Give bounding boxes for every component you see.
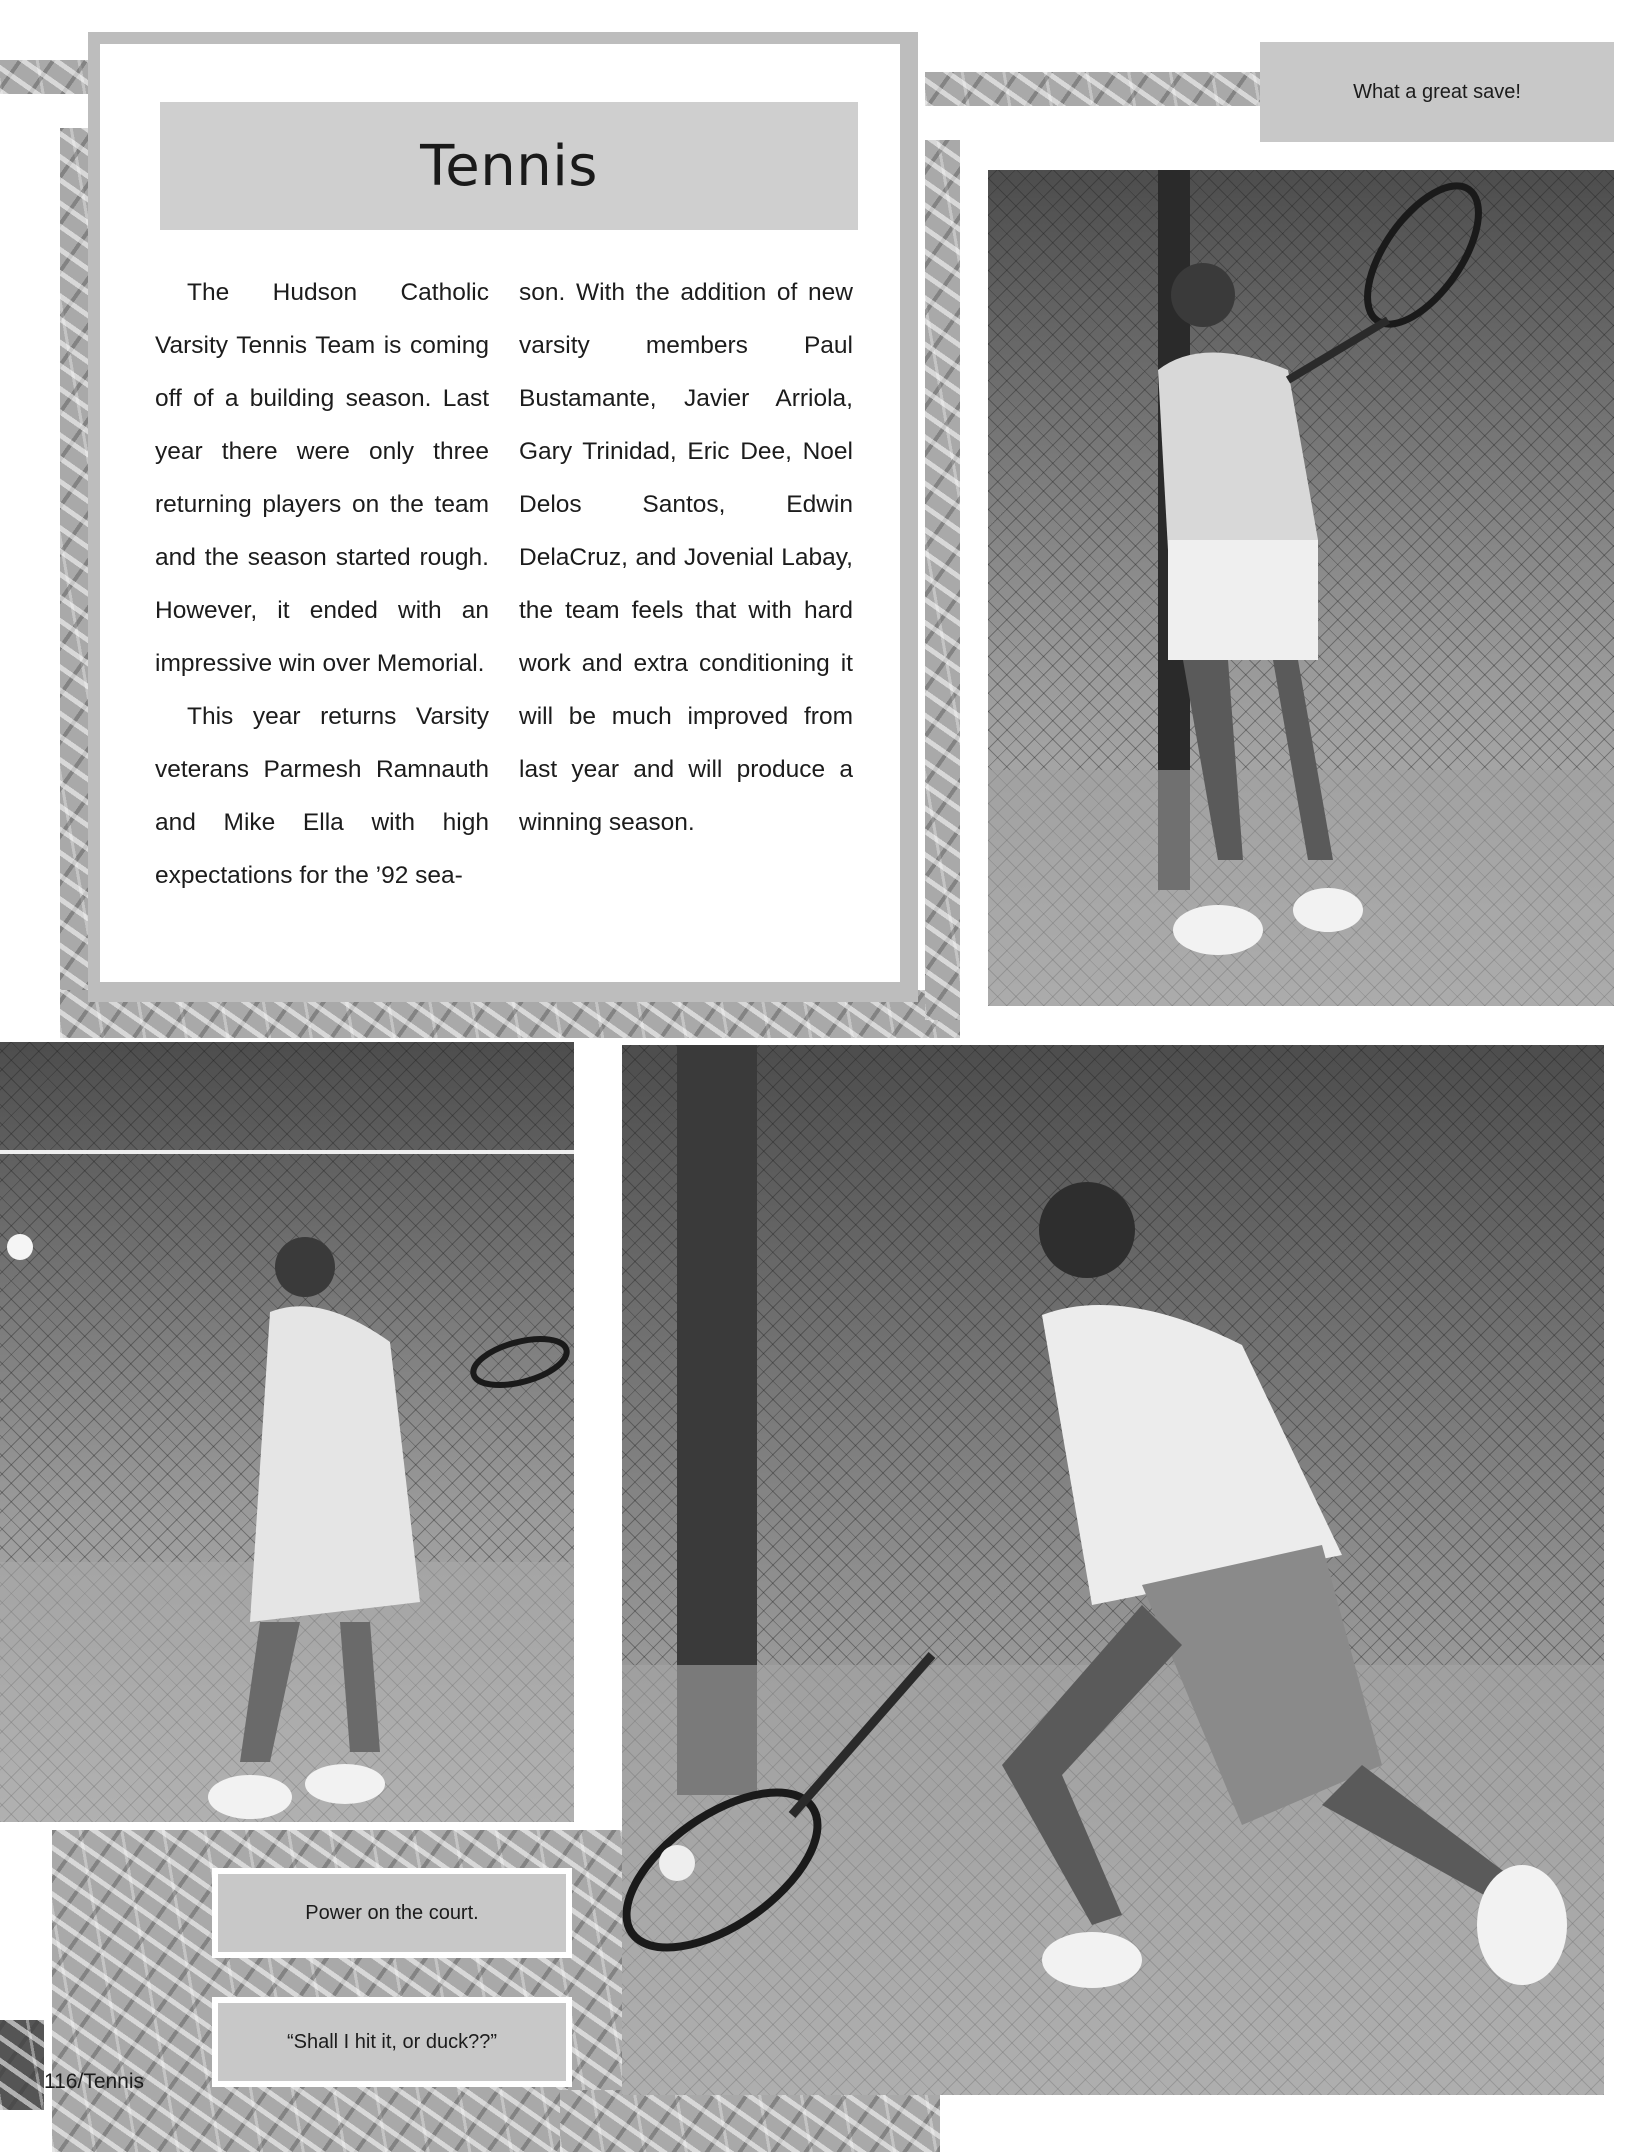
caption-text: Power on the court. [305,1901,479,1924]
marble-strip-top-right [925,72,1260,106]
page-folio: 116/Tennis [44,2070,145,2093]
article-column-1 [155,266,489,902]
article-paragraph: This year returns Varsity veterans Parmesh Ramnauth and Mike Ella with high expectations for the ’92 sea- [155,703,489,889]
marble-column-right [925,140,960,1020]
player-illustration [988,170,1614,1006]
caption-text: What a great save! [1353,80,1521,103]
photo-forehand-volley [988,170,1614,1006]
marble-bottom-band [560,2090,940,2152]
marble-edge-left [0,2020,44,2110]
caption-top-right [1260,42,1614,142]
marble-strip-top-left [0,60,98,94]
caption-text: “Shall I hit it, or duck??” [286,2030,498,2053]
caption-middle-left [218,1874,566,1952]
caption-frame-bottom-left [212,1997,572,2087]
title-band [160,102,858,230]
caption-bottom-left [218,2003,566,2081]
article-column-2 [519,266,853,849]
player-illustration [0,1042,574,1822]
photo-backhand-ready [0,1042,574,1822]
article-paragraph: son. With the addition of new varsity members Paul Bustamante, Javier Arriola, Gary Trinidad, Eric Dee, Noel Delos Santos, Edwin DelaCruz, and Jovenial Labay, the team feels that with hard work and extra conditioning it will be much improved from last year and will produce a winning season. [519,279,853,836]
photo-lunge-return [622,1045,1604,2095]
page-title: Tennis [420,133,598,199]
player-illustration [622,1045,1604,2095]
article-paragraph: The Hudson Catholic Varsity Tennis Team is coming off of a building season. Last year there were only three returning players on the team and the season started rough. However, it ended with an impressive win over Memorial. [155,279,489,677]
caption-frame-middle-left [212,1868,572,1958]
